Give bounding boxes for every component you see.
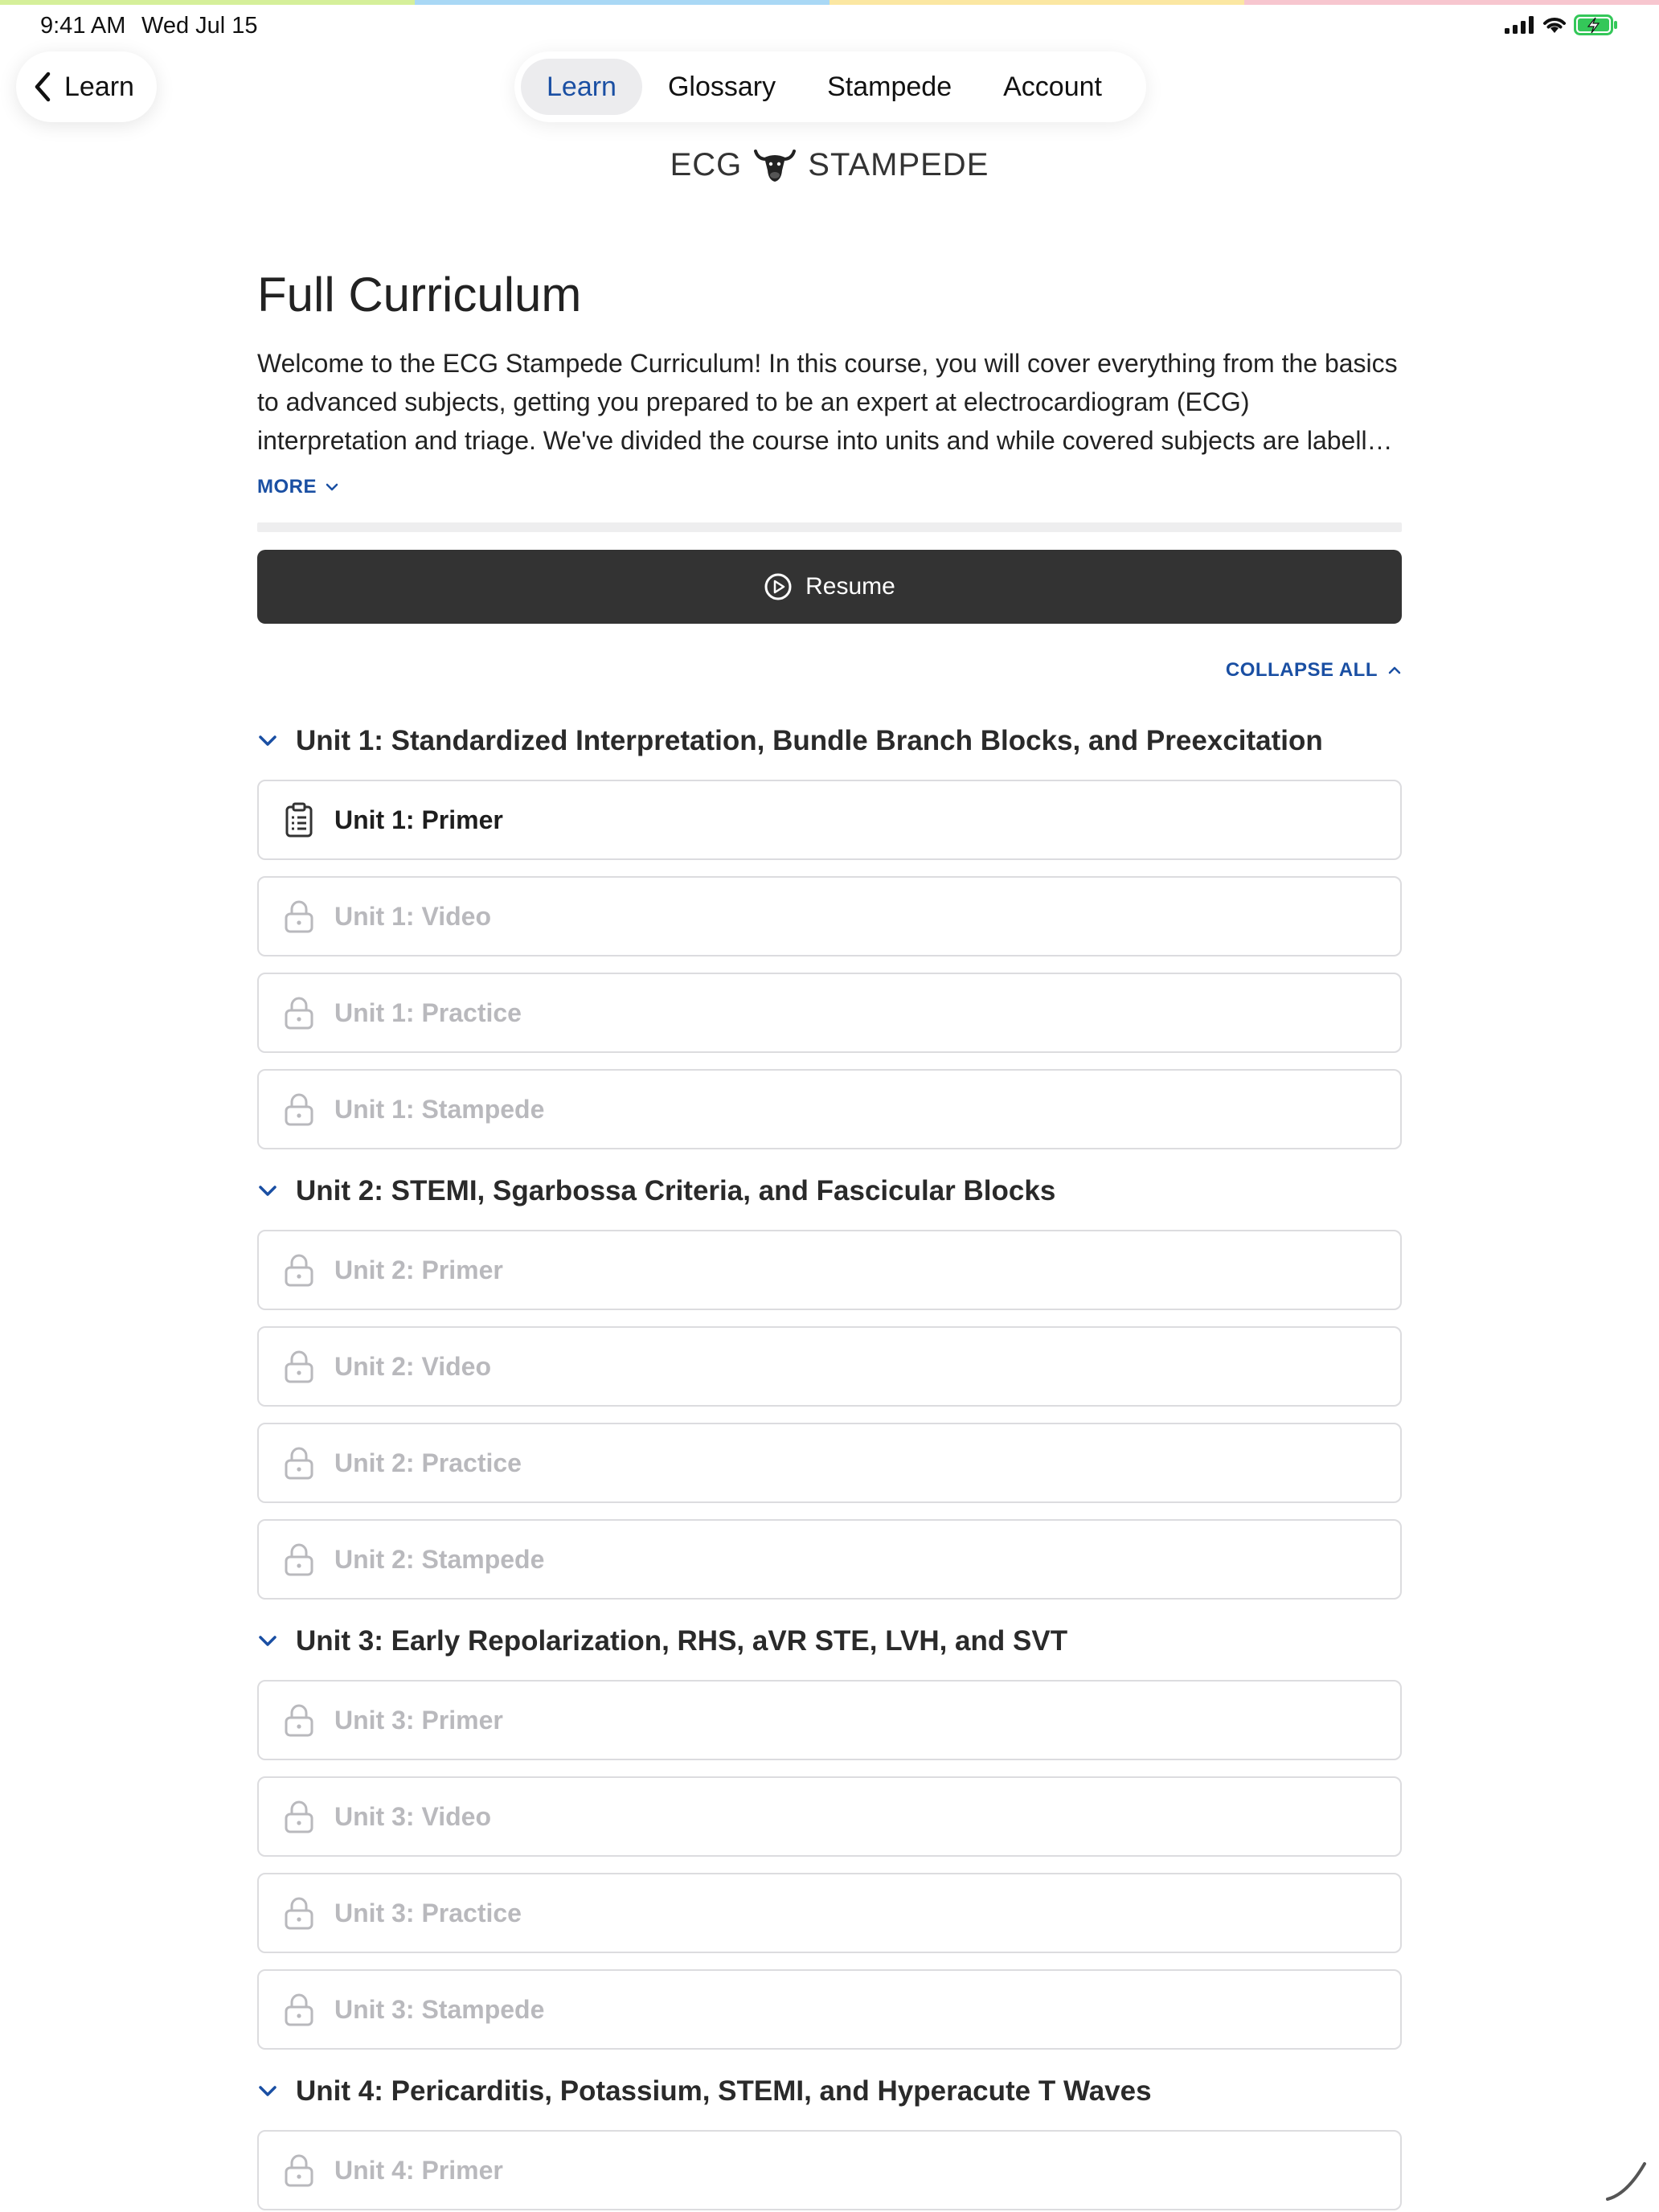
lock-icon	[283, 1252, 315, 1288]
lock-icon	[283, 1092, 315, 1127]
unit-title: Unit 4: Pericarditis, Potassium, STEMI, and Hyperacute T Waves	[296, 2075, 1152, 2107]
tab-glossary[interactable]: Glossary	[667, 71, 776, 102]
tab-learn[interactable]: Learn	[521, 59, 642, 115]
lock-icon	[283, 1992, 315, 2027]
lock-icon	[283, 1542, 315, 1577]
logo-text-right: STAMPEDE	[808, 146, 989, 182]
lesson-item[interactable]	[257, 780, 1402, 860]
lesson-label: Unit 1: Practice	[334, 997, 522, 1027]
play-circle-icon	[764, 572, 793, 601]
lesson-item	[257, 1230, 1402, 1310]
unit-title: Unit 2: STEMI, Sgarbossa Criteria, and Fascicular Blocks	[296, 1175, 1056, 1206]
status-bar	[0, 5, 1659, 47]
lesson-item	[257, 1326, 1402, 1407]
lesson-item	[257, 2130, 1402, 2210]
lesson-item	[257, 1969, 1402, 2050]
lesson-item	[257, 1680, 1402, 1760]
unit-header[interactable]	[257, 717, 1402, 765]
lock-icon	[283, 1799, 315, 1834]
lesson-item	[257, 876, 1402, 956]
lesson-label: Unit 2: Primer	[334, 1255, 503, 1284]
lesson-item	[257, 1069, 1402, 1149]
status-time: 9:41 AM	[40, 13, 126, 39]
lesson-label: Unit 3: Practice	[334, 1898, 522, 1927]
chevron-down-icon	[257, 1184, 278, 1198]
battery-charging-icon	[1574, 14, 1619, 35]
back-button[interactable]	[16, 51, 157, 122]
chevron-down-icon	[257, 1634, 278, 1649]
bull-head-icon	[753, 146, 797, 183]
resume-button-label: Resume	[805, 573, 895, 600]
course-progress-bar	[257, 522, 1402, 532]
chevron-down-icon	[257, 2084, 278, 2099]
chevron-down-icon	[325, 482, 339, 492]
lesson-label: Unit 4: Primer	[334, 2155, 503, 2185]
status-date: Wed Jul 15	[141, 13, 258, 39]
lesson-item	[257, 1776, 1402, 1857]
tab-stampede[interactable]: Stampede	[827, 71, 952, 102]
tab-account[interactable]: Account	[1003, 71, 1102, 102]
lock-icon	[283, 1349, 315, 1384]
more-button-label: MORE	[257, 476, 317, 498]
lesson-label: Unit 2: Stampede	[334, 1544, 545, 1574]
chevron-left-icon	[32, 71, 53, 103]
scribble-handle-icon	[1603, 2156, 1651, 2204]
unit-header[interactable]	[257, 1167, 1402, 1215]
top-tab-bar	[514, 51, 1146, 122]
chevron-up-icon	[1387, 666, 1402, 675]
lesson-label: Unit 3: Stampede	[334, 1994, 545, 2024]
lesson-label: Unit 2: Video	[334, 1351, 491, 1381]
clipboard-list-icon	[283, 802, 315, 838]
lock-icon	[283, 899, 315, 934]
back-button-label: Learn	[64, 71, 134, 102]
app-logo	[0, 146, 1659, 183]
lock-icon	[283, 1445, 315, 1481]
cellular-signal-icon	[1505, 16, 1535, 34]
lock-icon	[283, 995, 315, 1030]
more-button[interactable]	[257, 476, 339, 498]
lesson-item	[257, 1873, 1402, 1953]
collapse-all-label: COLLAPSE ALL	[1225, 659, 1378, 681]
lesson-label: Unit 3: Video	[334, 1801, 491, 1831]
lesson-label: Unit 1: Stampede	[334, 1094, 545, 1124]
page-title: Full Curriculum	[257, 268, 582, 322]
wifi-icon	[1542, 15, 1567, 35]
intro-text: Welcome to the ECG Stampede Curriculum! In this course, you will cover everything from the basics to advanced subjects, getting you prepared to be an expert at electrocardiogram (ECG) interpretation and triage. We've divided the course into units and while covered subjects are labelled	[257, 349, 1398, 455]
lock-icon	[283, 2153, 315, 2188]
lesson-item	[257, 973, 1402, 1053]
lock-icon	[283, 1702, 315, 1738]
status-icons	[1505, 14, 1619, 35]
unit-title: Unit 3: Early Repolarization, RHS, aVR STE, LVH, and SVT	[296, 1625, 1068, 1657]
unit-header[interactable]	[257, 2067, 1402, 2116]
lesson-label: Unit 1: Primer	[334, 805, 503, 834]
lesson-item	[257, 1519, 1402, 1600]
lock-icon	[283, 1895, 315, 1931]
lesson-label: Unit 2: Practice	[334, 1448, 522, 1477]
chevron-down-icon	[257, 734, 278, 748]
unit-title: Unit 1: Standardized Interpretation, Bundle Branch Blocks, and Preexcitation	[296, 725, 1323, 756]
resume-button[interactable]	[257, 550, 1402, 624]
logo-text-left: ECG	[670, 146, 743, 182]
unit-header[interactable]	[257, 1617, 1402, 1665]
lesson-item	[257, 1423, 1402, 1503]
lesson-label: Unit 3: Primer	[334, 1705, 503, 1735]
lesson-label: Unit 1: Video	[334, 901, 491, 931]
collapse-all-button[interactable]	[1226, 659, 1402, 682]
